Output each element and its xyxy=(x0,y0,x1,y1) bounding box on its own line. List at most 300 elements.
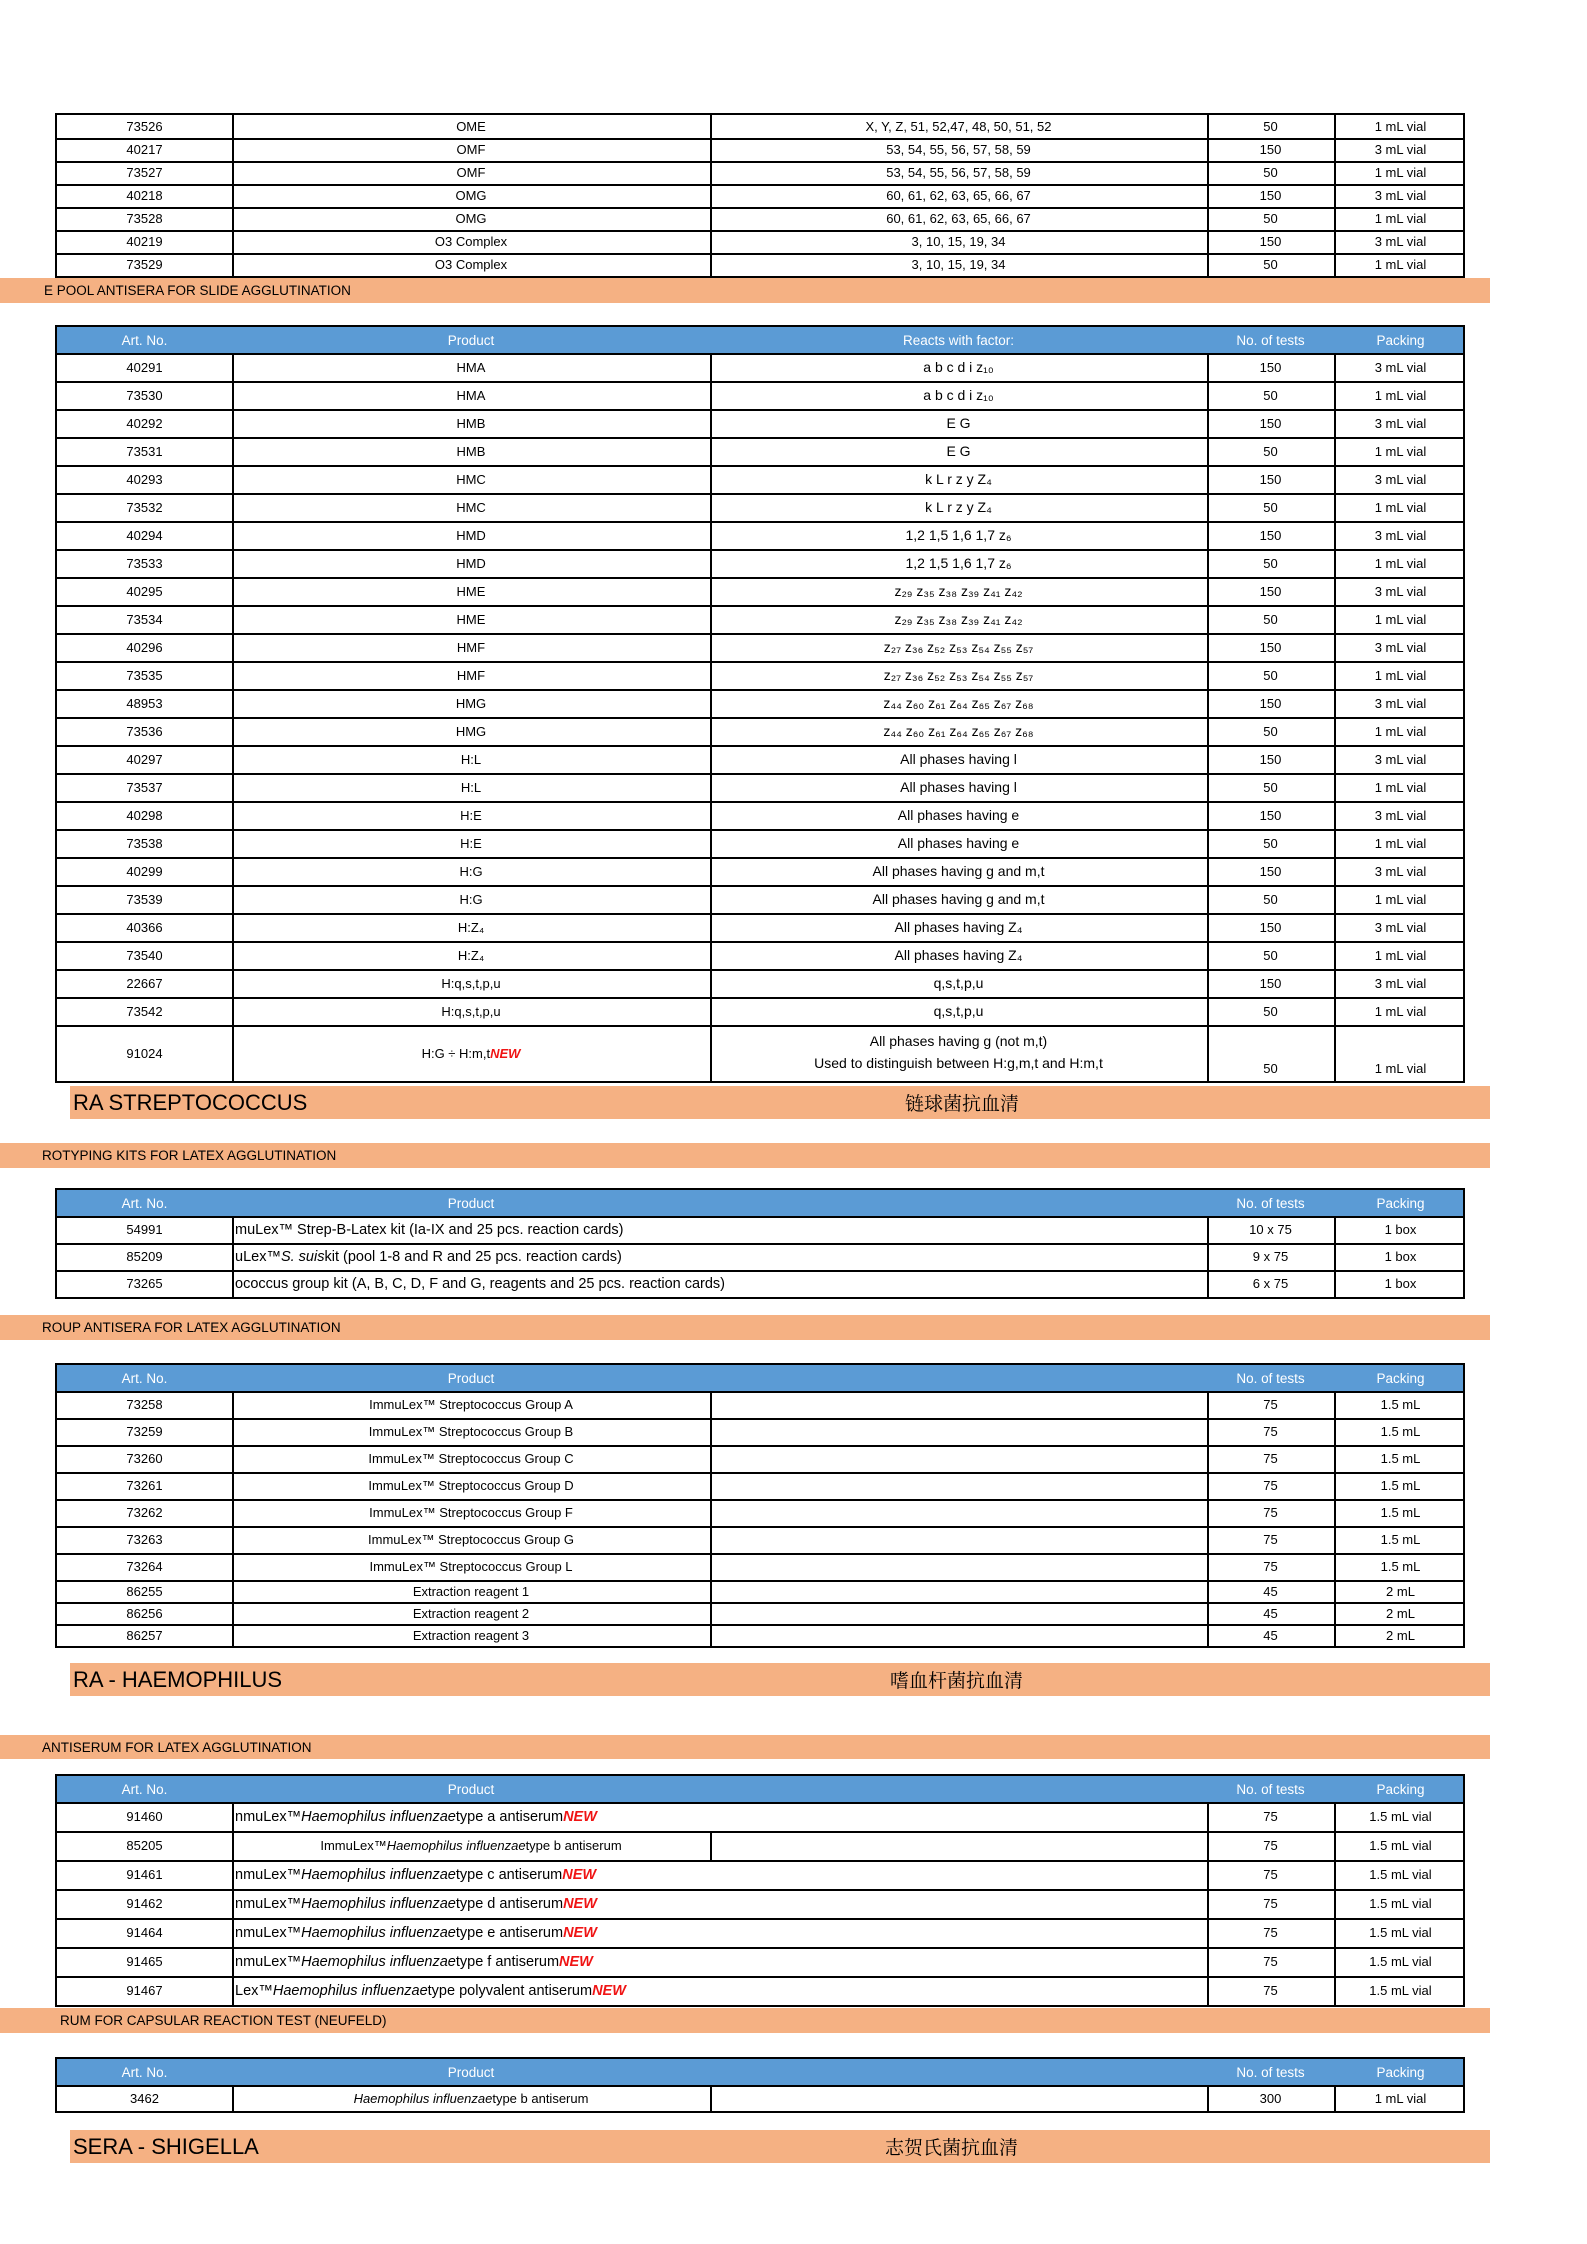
no-of-tests-cell: 45 xyxy=(1207,1580,1334,1602)
no-of-tests-cell: 150 xyxy=(1207,689,1334,717)
col-header-art-no: Art. No. xyxy=(121,1370,168,1386)
no-of-tests-cell: 150 xyxy=(1207,353,1334,381)
packing-cell: 1.5 mL xyxy=(1334,1526,1467,1553)
packing-cell: 2 mL xyxy=(1334,1624,1467,1646)
factor-cell xyxy=(710,1025,1207,1081)
table-row xyxy=(57,1418,1463,1445)
table-row xyxy=(57,997,1463,1025)
product-cell: H:G xyxy=(232,885,710,913)
art-no-cell: 40217 xyxy=(126,142,163,157)
packing-cell: 3 mL vial xyxy=(1334,521,1467,549)
product-cell: HMA xyxy=(232,381,710,409)
product-cell: H:Z₄ xyxy=(232,913,710,941)
art-no-cell: 22667 xyxy=(126,975,163,991)
col-header-packing: Packing xyxy=(1376,1195,1425,1211)
packing-cell: 2 mL xyxy=(1334,1580,1467,1602)
product-cell: HMC xyxy=(232,465,710,493)
factor-cell: 3, 10, 15, 19, 34 xyxy=(710,253,1207,276)
factor-cell: E G xyxy=(710,437,1207,465)
table-row xyxy=(57,689,1463,717)
product-cell: H:L xyxy=(232,773,710,801)
species-name: Haemophilus influenzae xyxy=(301,1895,456,1912)
table-row xyxy=(57,138,1463,161)
packing-cell: 1 box xyxy=(1334,1270,1467,1297)
packing-cell: 1 mL vial xyxy=(1334,829,1467,857)
section-band-latex-antiserum xyxy=(0,1735,1490,1759)
table-row xyxy=(57,801,1463,829)
section-heading-zh: 嗜血杆菌抗血清 xyxy=(890,1671,1024,1692)
species-name: Haemophilus influenzae xyxy=(301,1924,456,1941)
table-header-row xyxy=(57,327,1463,353)
table-row xyxy=(57,381,1463,409)
col-header-art-no: Art. No. xyxy=(121,1195,168,1211)
product-cell: HME xyxy=(232,605,710,633)
table-strep-latex-kits xyxy=(55,1188,1465,1299)
factor-cell: z₂₇ z₃₆ z₅₂ z₅₃ z₅₄ z₅₅ z₅₇ xyxy=(710,661,1207,689)
no-of-tests-cell: 150 xyxy=(1207,184,1334,207)
no-of-tests-cell: 50 xyxy=(1207,253,1334,276)
packing-cell: 1.5 mL xyxy=(1334,1472,1467,1499)
product-cell: Lex™ Haemophilus influenzae type polyvalent antiserum NEW xyxy=(232,1976,1207,2005)
no-of-tests-cell: 75 xyxy=(1207,1802,1334,1831)
product-cell: Extraction reagent 1 xyxy=(232,1580,710,1602)
factor-cell: All phases having g and m,t xyxy=(710,885,1207,913)
factor-cell: All phases having l xyxy=(710,745,1207,773)
packing-cell: 3 mL vial xyxy=(1334,353,1467,381)
table-header-row xyxy=(57,1190,1463,1216)
table-row xyxy=(57,717,1463,745)
art-no-cell: 91460 xyxy=(126,1809,163,1824)
art-no-cell: 91464 xyxy=(126,1925,163,1940)
table-capsular-reaction-antiserum xyxy=(55,2057,1465,2113)
no-of-tests-cell: 75 xyxy=(1207,1831,1334,1860)
art-no-cell: 73261 xyxy=(126,1478,163,1493)
section-band-group-antisera xyxy=(0,1315,1490,1340)
factor-lines: All phases having g (not m,t) Used to distinguish between H:g,m,t and H:m,t xyxy=(814,1033,1103,1071)
table-row xyxy=(57,353,1463,381)
no-of-tests-cell: 75 xyxy=(1207,1472,1334,1499)
packing-cell: 1 mL vial xyxy=(1334,661,1467,689)
factor-cell: All phases having e xyxy=(710,801,1207,829)
art-no-cell: 86257 xyxy=(126,1627,163,1643)
table-row xyxy=(57,1602,1463,1624)
table-haemophilus-latex-antisera xyxy=(55,1774,1465,2007)
art-no-cell: 86255 xyxy=(126,1583,163,1599)
product-cell: OMG xyxy=(232,207,710,230)
art-no-cell: 73531 xyxy=(126,443,163,459)
product-cell: Haemophilus influenzae type b antiserum xyxy=(232,2085,710,2111)
factor-cell xyxy=(710,1624,1207,1646)
no-of-tests-cell: 150 xyxy=(1207,409,1334,437)
art-no-cell: 73527 xyxy=(126,165,163,180)
table-row xyxy=(57,1243,1463,1270)
factor-cell xyxy=(710,1602,1207,1624)
col-header-no-of-tests: No. of tests xyxy=(1236,1370,1305,1386)
factor-cell: k L r z y Z₄ xyxy=(710,465,1207,493)
packing-cell: 3 mL vial xyxy=(1334,857,1467,885)
product-cell: HMC xyxy=(232,493,710,521)
table-row xyxy=(57,521,1463,549)
table-row xyxy=(57,1624,1463,1646)
product-cell: OMF xyxy=(232,138,710,161)
col-header-product: Product xyxy=(447,1195,495,1211)
table-row xyxy=(57,745,1463,773)
table-row xyxy=(57,230,1463,253)
table-row xyxy=(57,1391,1463,1418)
table-row xyxy=(57,207,1463,230)
packing-cell: 3 mL vial xyxy=(1334,969,1467,997)
packing-cell: 1 mL vial xyxy=(1334,2085,1467,2111)
col-header-packing: Packing xyxy=(1376,1370,1425,1386)
art-no-cell: 48953 xyxy=(126,695,163,711)
art-no-cell: 73538 xyxy=(126,835,163,851)
table-row xyxy=(57,605,1463,633)
packing-cell: 1 mL vial xyxy=(1334,161,1467,184)
no-of-tests-cell: 50 xyxy=(1207,207,1334,230)
factor-cell: z₄₄ z₆₀ z₆₁ z₆₄ z₆₅ z₆₇ z₆₈ xyxy=(710,717,1207,745)
table-row xyxy=(57,1918,1463,1947)
product-cell: O3 Complex xyxy=(232,253,710,276)
packing-cell: 1.5 mL xyxy=(1334,1499,1467,1526)
table-header-row xyxy=(57,1776,1463,1802)
no-of-tests-cell: 150 xyxy=(1207,969,1334,997)
section-band-slide-agglutination xyxy=(0,278,1490,303)
no-of-tests-cell: 50 xyxy=(1207,941,1334,969)
factor-cell: a b c d i z₁₀ xyxy=(710,353,1207,381)
species-name: Haemophilus influenzae xyxy=(353,2090,493,2106)
factor-cell: 1,2 1,5 1,6 1,7 z₆ xyxy=(710,549,1207,577)
section-heading-shigella xyxy=(70,2130,1490,2163)
art-no-cell: 40219 xyxy=(126,234,163,249)
packing-cell: 1.5 mL vial xyxy=(1334,1947,1467,1976)
section-band-label: RUM FOR CAPSULAR REACTION TEST (NEUFELD) xyxy=(60,2013,387,2028)
packing-cell: 1.5 mL xyxy=(1334,1553,1467,1580)
section-heading-en: RA STREPTOCOCCUS xyxy=(73,1089,308,1115)
art-no-cell: 40296 xyxy=(126,639,163,655)
packing-cell: 1.5 mL xyxy=(1334,1418,1467,1445)
table-row xyxy=(57,1976,1463,2005)
table-row xyxy=(57,829,1463,857)
art-no-cell: 73537 xyxy=(126,779,163,795)
no-of-tests-cell: 75 xyxy=(1207,1947,1334,1976)
col-header-product: Product xyxy=(447,1781,495,1797)
factor-cell xyxy=(710,1499,1207,1526)
product-cell: HMB xyxy=(232,437,710,465)
no-of-tests-cell: 6 x 75 xyxy=(1207,1270,1334,1297)
col-header-packing: Packing xyxy=(1376,332,1425,348)
art-no-cell: 73536 xyxy=(126,723,163,739)
table-row xyxy=(57,1472,1463,1499)
art-no-cell: 85209 xyxy=(126,1249,163,1264)
packing-cell: 3 mL vial xyxy=(1334,230,1467,253)
packing-cell: 1.5 mL vial xyxy=(1334,1918,1467,1947)
product-cell: HMF xyxy=(232,633,710,661)
no-of-tests-cell: 45 xyxy=(1207,1624,1334,1646)
table-row xyxy=(57,115,1463,138)
art-no-cell: 73528 xyxy=(126,211,163,226)
packing-cell: 2 mL xyxy=(1334,1602,1467,1624)
section-band-neufeld xyxy=(0,2008,1490,2033)
table-row xyxy=(57,1025,1463,1081)
product-cell: HMG xyxy=(232,689,710,717)
factor-cell xyxy=(710,1391,1207,1418)
factor-cell: 53, 54, 55, 56, 57, 58, 59 xyxy=(710,161,1207,184)
no-of-tests-cell: 75 xyxy=(1207,1391,1334,1418)
col-header-product: Product xyxy=(447,2064,495,2080)
packing-cell: 3 mL vial xyxy=(1334,633,1467,661)
species-name: Haemophilus influenzae xyxy=(386,1838,526,1853)
factor-cell: z₂₉ z₃₅ z₃₈ z₃₉ z₄₁ z₄₂ xyxy=(710,577,1207,605)
col-header-reacts-with-factor xyxy=(710,1190,1207,1216)
section-heading-haemophilus xyxy=(70,1663,1490,1696)
product-cell: Extraction reagent 3 xyxy=(232,1624,710,1646)
packing-cell: 3 mL vial xyxy=(1334,138,1467,161)
new-badge: NEW xyxy=(563,1924,597,1941)
factor-cell: All phases having Z₄ xyxy=(710,941,1207,969)
new-badge: NEW xyxy=(559,1953,593,1970)
art-no-cell: 73532 xyxy=(126,499,163,515)
art-no-cell: 91467 xyxy=(126,1983,163,1998)
section-band-serotyping-kits xyxy=(0,1143,1490,1168)
art-no-cell: 73535 xyxy=(126,667,163,683)
art-no-cell: 40299 xyxy=(126,863,163,879)
table-row xyxy=(57,1499,1463,1526)
col-header-art-no: Art. No. xyxy=(121,2064,168,2080)
art-no-cell: 73540 xyxy=(126,947,163,963)
packing-cell: 1 mL vial xyxy=(1334,381,1467,409)
packing-cell: 3 mL vial xyxy=(1334,913,1467,941)
table-header-row xyxy=(57,2059,1463,2085)
table-header-row xyxy=(57,1365,1463,1391)
section-heading-en: SERA - SHIGELLA xyxy=(73,2133,259,2159)
new-badge: NEW xyxy=(592,1982,626,1999)
art-no-cell: 73542 xyxy=(126,1003,163,1019)
col-header-product: Product xyxy=(447,332,495,348)
art-no-cell: 85205 xyxy=(126,1838,163,1853)
packing-cell: 1 box xyxy=(1334,1216,1467,1243)
factor-cell: 53, 54, 55, 56, 57, 58, 59 xyxy=(710,138,1207,161)
factor-cell: E G xyxy=(710,409,1207,437)
factor-cell: 60, 61, 62, 63, 65, 66, 67 xyxy=(710,207,1207,230)
product-cell: HME xyxy=(232,577,710,605)
table-row xyxy=(57,633,1463,661)
factor-cell: a b c d i z₁₀ xyxy=(710,381,1207,409)
art-no-cell: 3462 xyxy=(130,2090,159,2106)
no-of-tests-cell: 75 xyxy=(1207,1860,1334,1889)
art-no-cell: 40218 xyxy=(126,188,163,203)
art-no-cell: 73534 xyxy=(126,611,163,627)
factor-cell: X, Y, Z, 51, 52,47, 48, 50, 51, 52 xyxy=(710,115,1207,138)
packing-cell: 1 mL vial xyxy=(1334,717,1467,745)
art-no-cell: 40297 xyxy=(126,751,163,767)
no-of-tests-cell: 150 xyxy=(1207,633,1334,661)
no-of-tests-cell: 50 xyxy=(1207,773,1334,801)
species-name: Haemophilus influenzae xyxy=(272,1982,428,1999)
table-row xyxy=(57,409,1463,437)
new-badge: NEW xyxy=(563,1895,597,1912)
product-cell: HMD xyxy=(232,549,710,577)
col-header-reacts-with-factor xyxy=(710,1365,1207,1391)
table-row xyxy=(57,161,1463,184)
table-row xyxy=(57,1802,1463,1831)
no-of-tests-cell: 75 xyxy=(1207,1526,1334,1553)
product-cell: nmuLex™ Haemophilus influenzae type e antiserum NEW xyxy=(232,1918,1207,1947)
table-row xyxy=(57,493,1463,521)
no-of-tests-cell: 10 x 75 xyxy=(1207,1216,1334,1243)
packing-cell: 3 mL vial xyxy=(1334,184,1467,207)
packing-cell: 1 mL vial xyxy=(1334,1025,1467,1081)
packing-cell: 1 mL vial xyxy=(1334,437,1467,465)
no-of-tests-cell: 75 xyxy=(1207,1418,1334,1445)
art-no-cell: 73530 xyxy=(126,387,163,403)
table-row xyxy=(57,1947,1463,1976)
col-header-packing: Packing xyxy=(1376,2064,1425,2080)
no-of-tests-cell: 50 xyxy=(1207,1025,1334,1081)
product-cell: H:q,s,t,p,u xyxy=(232,969,710,997)
factor-cell xyxy=(710,1580,1207,1602)
factor-cell: 3, 10, 15, 19, 34 xyxy=(710,230,1207,253)
art-no-cell: 86256 xyxy=(126,1605,163,1621)
product-cell: H:Z₄ xyxy=(232,941,710,969)
no-of-tests-cell: 50 xyxy=(1207,549,1334,577)
packing-cell: 3 mL vial xyxy=(1334,409,1467,437)
table-row xyxy=(57,885,1463,913)
factor-cell xyxy=(710,1553,1207,1580)
no-of-tests-cell: 50 xyxy=(1207,885,1334,913)
product-cell: H:E xyxy=(232,801,710,829)
art-no-cell: 91024 xyxy=(126,1045,163,1061)
no-of-tests-cell: 45 xyxy=(1207,1602,1334,1624)
no-of-tests-cell: 150 xyxy=(1207,521,1334,549)
col-header-no-of-tests: No. of tests xyxy=(1236,1195,1305,1211)
art-no-cell: 40366 xyxy=(126,919,163,935)
factor-cell: q,s,t,p,u xyxy=(710,969,1207,997)
section-band-label: E POOL ANTISERA FOR SLIDE AGGLUTINATION xyxy=(44,283,351,298)
no-of-tests-cell: 50 xyxy=(1207,437,1334,465)
no-of-tests-cell: 50 xyxy=(1207,717,1334,745)
packing-cell: 1 box xyxy=(1334,1243,1467,1270)
product-cell: O3 Complex xyxy=(232,230,710,253)
table-row xyxy=(57,857,1463,885)
col-header-no-of-tests: No. of tests xyxy=(1236,2064,1305,2080)
art-no-cell: 73264 xyxy=(126,1559,163,1574)
table-row xyxy=(57,1445,1463,1472)
art-no-cell: 91461 xyxy=(126,1867,163,1882)
packing-cell: 1 mL vial xyxy=(1334,549,1467,577)
no-of-tests-cell: 50 xyxy=(1207,161,1334,184)
product-cell: HMB xyxy=(232,409,710,437)
table-row xyxy=(57,184,1463,207)
table-row xyxy=(57,1860,1463,1889)
product-cell: H:G ÷ H:m,t NEW xyxy=(232,1025,710,1081)
product-cell: nmuLex™ Haemophilus influenzae type f antiserum NEW xyxy=(232,1947,1207,1976)
factor-cell: All phases having g and m,t xyxy=(710,857,1207,885)
table-row xyxy=(57,2085,1463,2111)
no-of-tests-cell: 75 xyxy=(1207,1499,1334,1526)
factor-cell: 60, 61, 62, 63, 65, 66, 67 xyxy=(710,184,1207,207)
no-of-tests-cell: 150 xyxy=(1207,801,1334,829)
art-no-cell: 40292 xyxy=(126,415,163,431)
factor-cell xyxy=(710,1418,1207,1445)
packing-cell: 3 mL vial xyxy=(1334,689,1467,717)
section-heading-zh: 链球菌抗血清 xyxy=(905,1094,1020,1115)
new-badge: NEW xyxy=(562,1866,597,1883)
factor-cell: k L r z y Z₄ xyxy=(710,493,1207,521)
no-of-tests-cell: 50 xyxy=(1207,115,1334,138)
section-band-label: ROUP ANTISERA FOR LATEX AGGLUTINATION xyxy=(42,1320,341,1335)
table-streptococcus-groups xyxy=(55,1363,1465,1648)
section-heading-zh: 志贺氏菌抗血清 xyxy=(885,2138,1019,2159)
art-no-cell: 40295 xyxy=(126,583,163,599)
product-cell: nmuLex™ Haemophilus influenzae type a antiserum NEW xyxy=(232,1802,1207,1831)
table-row xyxy=(57,253,1463,276)
no-of-tests-cell: 150 xyxy=(1207,857,1334,885)
art-no-cell: 40298 xyxy=(126,807,163,823)
factor-cell: All phases having l xyxy=(710,773,1207,801)
col-header-no-of-tests: No. of tests xyxy=(1236,332,1305,348)
no-of-tests-cell: 9 x 75 xyxy=(1207,1243,1334,1270)
product-cell: ImmuLex™ Streptococcus Group F xyxy=(232,1499,710,1526)
table-row xyxy=(57,913,1463,941)
art-no-cell: 73258 xyxy=(126,1397,163,1412)
art-no-cell: 73529 xyxy=(126,257,163,272)
packing-cell: 1 mL vial xyxy=(1334,115,1467,138)
factor-cell xyxy=(710,2085,1207,2111)
no-of-tests-cell: 75 xyxy=(1207,1553,1334,1580)
no-of-tests-cell: 150 xyxy=(1207,913,1334,941)
product-cell: HMG xyxy=(232,717,710,745)
table-row xyxy=(57,1270,1463,1297)
table-row xyxy=(57,437,1463,465)
factor-cell xyxy=(710,1831,1207,1860)
factor-cell: q,s,t,p,u xyxy=(710,997,1207,1025)
packing-cell: 1 mL vial xyxy=(1334,253,1467,276)
factor-cell xyxy=(710,1472,1207,1499)
packing-cell: 1 mL vial xyxy=(1334,773,1467,801)
packing-cell: 3 mL vial xyxy=(1334,801,1467,829)
product-cell: ImmuLex™ Streptococcus Group L xyxy=(232,1553,710,1580)
product-cell: ImmuLex™ Streptococcus Group A xyxy=(232,1391,710,1418)
no-of-tests-cell: 75 xyxy=(1207,1445,1334,1472)
table-row xyxy=(57,1526,1463,1553)
table-h-single-factor-antisera xyxy=(55,325,1465,1083)
no-of-tests-cell: 150 xyxy=(1207,138,1334,161)
packing-cell: 1 mL vial xyxy=(1334,207,1467,230)
packing-cell: 1 mL vial xyxy=(1334,941,1467,969)
table-row xyxy=(57,1216,1463,1243)
factor-cell: All phases having e xyxy=(710,829,1207,857)
table-row xyxy=(57,577,1463,605)
no-of-tests-cell: 150 xyxy=(1207,230,1334,253)
no-of-tests-cell: 300 xyxy=(1207,2085,1334,2111)
factor-cell: 1,2 1,5 1,6 1,7 z₆ xyxy=(710,521,1207,549)
table-row xyxy=(57,773,1463,801)
factor-cell xyxy=(710,1526,1207,1553)
art-no-cell: 73533 xyxy=(126,555,163,571)
no-of-tests-cell: 50 xyxy=(1207,661,1334,689)
section-heading-streptococcus xyxy=(70,1086,1490,1119)
art-no-cell: 73262 xyxy=(126,1505,163,1520)
factor-cell: z₄₄ z₆₀ z₆₁ z₆₄ z₆₅ z₆₇ z₆₈ xyxy=(710,689,1207,717)
col-header-reacts-with-factor: Reacts with factor: xyxy=(902,332,1015,348)
col-header-reacts-with-factor xyxy=(710,2059,1207,2085)
table-o-pool-antisera-continued xyxy=(55,113,1465,278)
table-row xyxy=(57,465,1463,493)
species-name: Haemophilus influenzae xyxy=(301,1953,456,1970)
table-row xyxy=(57,1580,1463,1602)
packing-cell: 1 mL vial xyxy=(1334,493,1467,521)
art-no-cell: 73263 xyxy=(126,1532,163,1547)
